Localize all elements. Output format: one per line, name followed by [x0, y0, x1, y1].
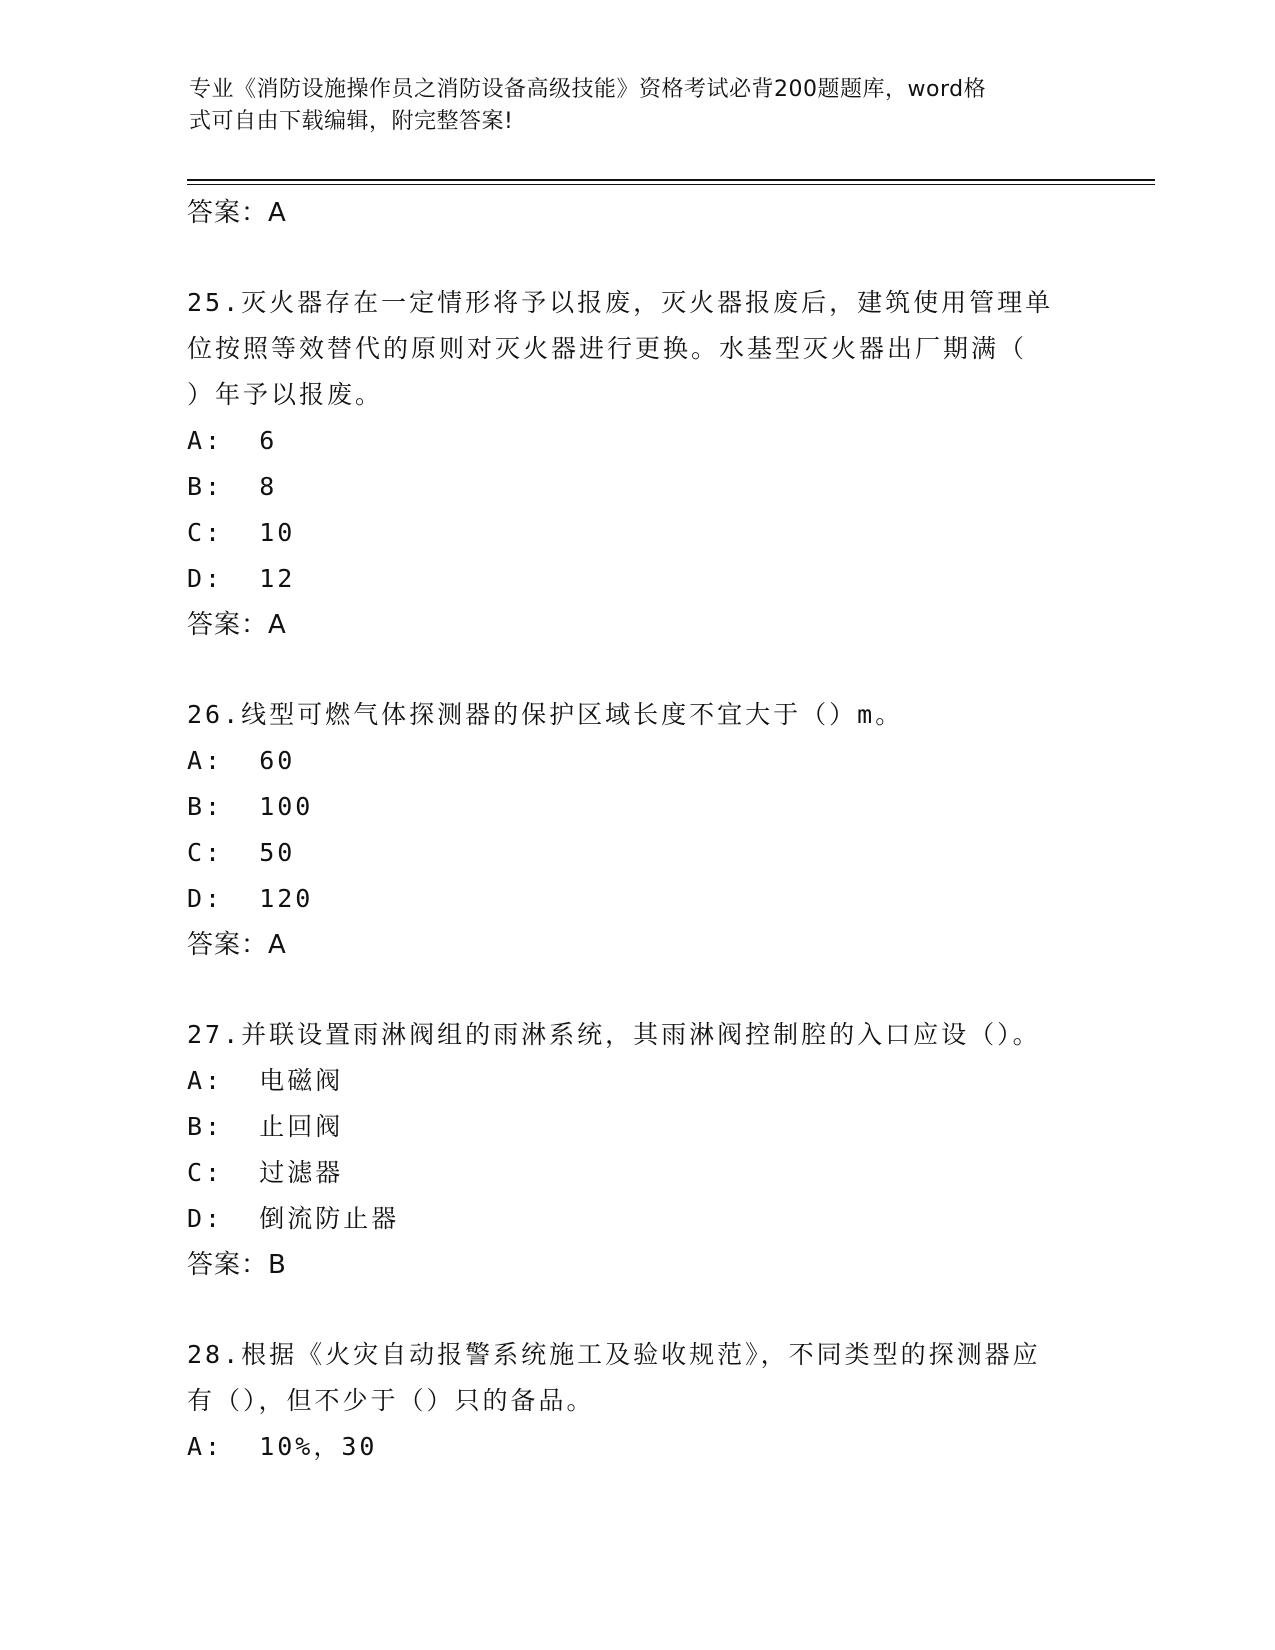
option-c: C: 10: [187, 518, 296, 547]
question-text-line: 27.并联设置雨淋阀组的雨淋系统，其雨淋阀控制腔的入口应设（）。: [187, 1020, 1041, 1049]
option-a: A: 6: [187, 426, 278, 455]
question-text-line: ）年予以报废。: [187, 380, 384, 409]
answer-label: 答案：A: [187, 930, 287, 960]
question-text-line: 25.灭火器存在一定情形将予以报废，灭火器报废后，建筑使用管理单: [187, 288, 1054, 317]
option-a: A: 电磁阀: [187, 1066, 344, 1095]
option-c: C: 过滤器: [187, 1158, 344, 1187]
document-header: [189, 74, 1089, 138]
header-line-2: 式可自由下载编辑，附完整答案!: [189, 109, 514, 134]
header-divider-thin: [187, 184, 1155, 185]
question-28: [187, 1332, 1087, 1470]
question-text-line: 28.根据《火灾自动报警系统施工及验收规范》，不同类型的探测器应: [187, 1340, 1041, 1369]
question-25: [187, 280, 1087, 648]
option-c: C: 50: [187, 838, 296, 867]
option-d: D: 12: [187, 564, 296, 593]
question-list: [187, 190, 1087, 1470]
question-text-line: 有（），但不少于（）只的备品。: [187, 1386, 595, 1415]
question-27: [187, 1012, 1087, 1288]
option-d: D: 倒流防止器: [187, 1204, 400, 1233]
option-b: B: 100: [187, 792, 314, 821]
option-a: A: 10%，30: [187, 1432, 378, 1461]
option-b: B: 止回阀: [187, 1112, 344, 1141]
header-line-1: 专业《消防设施操作员之消防设备高级技能》资格考试必背200题题库，word格: [189, 77, 987, 102]
question-text-line: 位按照等效替代的原则对灭火器进行更换。水基型灭火器出厂期满（: [187, 334, 1028, 363]
question-text-line: 26.线型可燃气体探测器的保护区域长度不宜大于（）m。: [187, 700, 904, 729]
answer-label: 答案：B: [187, 1250, 287, 1280]
answer-label: 答案：A: [187, 610, 287, 640]
option-a: A: 60: [187, 746, 296, 775]
header-divider-thick: [187, 179, 1155, 181]
option-b: B: 8: [187, 472, 278, 501]
question-26: [187, 692, 1087, 968]
option-d: D: 120: [187, 884, 314, 913]
answer-label: 答案：A: [187, 198, 287, 228]
